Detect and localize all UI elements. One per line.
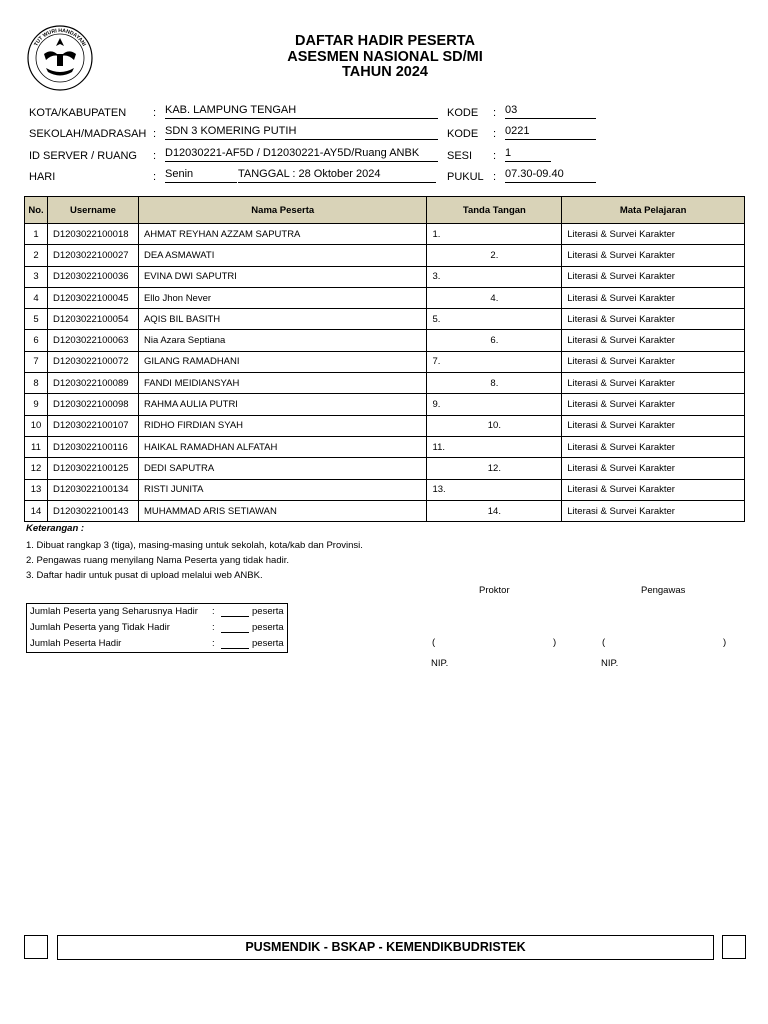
cell-no: 13 xyxy=(25,479,48,500)
logo-text: TUT WURI HANDAYANI xyxy=(33,27,87,48)
cell-nama-peserta: FANDI MEIDIANSYAH xyxy=(138,373,427,394)
cell-no: 1 xyxy=(25,224,48,245)
cell-username: D1203022100054 xyxy=(47,309,138,330)
table-row xyxy=(25,436,745,457)
cell-nama-peserta: HAIKAL RAMADHAN ALFATAH xyxy=(138,436,427,457)
hari-value: Senin xyxy=(165,168,237,183)
svg-text:TUT WURI HANDAYANI xyxy=(33,28,87,48)
cell-tanda-tangan[interactable]: 3. xyxy=(427,266,562,287)
kode1-label: KODE xyxy=(447,107,479,119)
table-row xyxy=(25,245,745,266)
cell-nama-peserta: RAHMA AULIA PUTRI xyxy=(138,394,427,415)
cell-nama-peserta: Ello Jhon Never xyxy=(138,287,427,308)
table-row xyxy=(25,415,745,436)
keterangan-item: 3. Daftar hadir untuk pusat di upload melalui web ANBK. xyxy=(26,570,263,581)
cell-username: D1203022100018 xyxy=(47,224,138,245)
fill-blank[interactable] xyxy=(221,636,249,649)
table-row xyxy=(25,479,745,500)
cell-nama-peserta: RIDHO FIRDIAN SYAH xyxy=(138,415,427,436)
attendance-table xyxy=(24,196,745,522)
cell-no: 2 xyxy=(25,245,48,266)
cell-tanda-tangan[interactable]: 7. xyxy=(427,351,562,372)
cell-no: 6 xyxy=(25,330,48,351)
cell-nama-peserta: GILANG RAMADHANI xyxy=(138,351,427,372)
cell-mata-pelajaran: Literasi & Survei Karakter xyxy=(562,394,745,415)
footer-banner: PUSMENDIK - BSKAP - KEMENDIKBUDRISTEK xyxy=(57,935,714,960)
summary-row: Jumlah Peserta yang Tidak Hadir : peserta xyxy=(30,622,284,633)
col-header-nama: Nama Peserta xyxy=(138,197,427,224)
cell-no: 7 xyxy=(25,351,48,372)
hari-label: HARI xyxy=(29,171,56,183)
cell-tanda-tangan[interactable]: 2. xyxy=(427,245,562,266)
cell-nama-peserta: MUHAMMAD ARIS SETIAWAN xyxy=(138,500,427,521)
pengawas-label: Pengawas xyxy=(641,585,686,596)
footer-right-box xyxy=(722,935,746,959)
kode2-value: 0221 xyxy=(505,125,596,140)
kota-value: KAB. LAMPUNG TENGAH xyxy=(165,104,438,119)
cell-mata-pelajaran: Literasi & Survei Karakter xyxy=(562,436,745,457)
summary-box xyxy=(26,603,288,653)
cell-mata-pelajaran: Literasi & Survei Karakter xyxy=(562,500,745,521)
cell-no: 4 xyxy=(25,287,48,308)
cell-tanda-tangan[interactable]: 9. xyxy=(427,394,562,415)
cell-nama-peserta: DEA ASMAWATI xyxy=(138,245,427,266)
col-header-tanda-tangan: Tanda Tangan xyxy=(427,197,562,224)
cell-username: D1203022100116 xyxy=(47,436,138,457)
table-row xyxy=(25,394,745,415)
kode2-label: KODE xyxy=(447,128,479,140)
cell-no: 12 xyxy=(25,458,48,479)
cell-mata-pelajaran: Literasi & Survei Karakter xyxy=(562,224,745,245)
cell-username: D1203022100027 xyxy=(47,245,138,266)
cell-username: D1203022100045 xyxy=(47,287,138,308)
sekolah-value: SDN 3 KOMERING PUTIH xyxy=(165,125,438,140)
document-title: DAFTAR HADIR PESERTA ASESMEN NASIONAL SD/MI TAHUN 2024 xyxy=(287,33,483,80)
cell-mata-pelajaran: Literasi & Survei Karakter xyxy=(562,266,745,287)
cell-mata-pelajaran: Literasi & Survei Karakter xyxy=(562,479,745,500)
summary-row: Jumlah Peserta yang Seharusnya Hadir : peserta xyxy=(30,606,284,617)
cell-nama-peserta: AQIS BIL BASITH xyxy=(138,309,427,330)
cell-username: D1203022100134 xyxy=(47,479,138,500)
cell-no: 5 xyxy=(25,309,48,330)
cell-mata-pelajaran: Literasi & Survei Karakter xyxy=(562,351,745,372)
cell-username: D1203022100089 xyxy=(47,373,138,394)
cell-username: D1203022100072 xyxy=(47,351,138,372)
cell-tanda-tangan[interactable]: 10. xyxy=(427,415,562,436)
cell-tanda-tangan[interactable]: 6. xyxy=(427,330,562,351)
sekolah-label: SEKOLAH/MADRASAH xyxy=(29,128,147,140)
table-row xyxy=(25,224,745,245)
col-header-no: No. xyxy=(25,197,48,224)
table-row xyxy=(25,287,745,308)
cell-username: D1203022100036 xyxy=(47,266,138,287)
col-header-mata-pelajaran: Mata Pelajaran xyxy=(562,197,745,224)
table-body xyxy=(25,224,745,522)
footer-left-box xyxy=(24,935,48,959)
proktor-label: Proktor xyxy=(479,585,510,596)
cell-no: 11 xyxy=(25,436,48,457)
table-header-row xyxy=(25,197,745,224)
keterangan-item: 1. Dibuat rangkap 3 (tiga), masing-masing untuk sekolah, kota/kab dan Provinsi. xyxy=(26,540,363,551)
cell-tanda-tangan[interactable]: 12. xyxy=(427,458,562,479)
cell-nama-peserta: RISTI JUNITA xyxy=(138,479,427,500)
sesi-label: SESI xyxy=(447,150,473,162)
summary-row: Jumlah Peserta Hadir : peserta xyxy=(30,638,284,649)
pukul-value: 07.30-09.40 xyxy=(505,168,596,183)
cell-tanda-tangan[interactable]: 8. xyxy=(427,373,562,394)
cell-username: D1203022100107 xyxy=(47,415,138,436)
cell-mata-pelajaran: Literasi & Survei Karakter xyxy=(562,330,745,351)
table-row xyxy=(25,351,745,372)
tanggal-value: TANGGAL : 28 Oktober 2024 xyxy=(238,168,436,183)
tut-wuri-handayani-logo xyxy=(26,24,94,92)
proktor-nip: NIP. xyxy=(431,658,449,669)
cell-mata-pelajaran: Literasi & Survei Karakter xyxy=(562,373,745,394)
cell-no: 10 xyxy=(25,415,48,436)
cell-no: 9 xyxy=(25,394,48,415)
cell-username: D1203022100098 xyxy=(47,394,138,415)
cell-nama-peserta: AHMAT REYHAN AZZAM SAPUTRA xyxy=(138,224,427,245)
cell-nama-peserta: DEDI SAPUTRA xyxy=(138,458,427,479)
cell-nama-peserta: EVINA DWI SAPUTRI xyxy=(138,266,427,287)
cell-tanda-tangan[interactable]: 4. xyxy=(427,287,562,308)
server-value: D12030221-AF5D / D12030221-AY5D/Ruang ANBK xyxy=(165,147,438,162)
table-row xyxy=(25,458,745,479)
cell-tanda-tangan[interactable]: 11. xyxy=(427,436,562,457)
cell-mata-pelajaran: Literasi & Survei Karakter xyxy=(562,415,745,436)
cell-tanda-tangan[interactable]: 13. xyxy=(427,479,562,500)
table-row xyxy=(25,330,745,351)
table-row xyxy=(25,309,745,330)
cell-mata-pelajaran: Literasi & Survei Karakter xyxy=(562,287,745,308)
table-row xyxy=(25,266,745,287)
col-header-username: Username xyxy=(47,197,138,224)
kota-label: KOTA/KABUPATEN xyxy=(29,107,127,119)
cell-tanda-tangan[interactable]: 14. xyxy=(427,500,562,521)
cell-mata-pelajaran: Literasi & Survei Karakter xyxy=(562,309,745,330)
server-label: ID SERVER / RUANG xyxy=(29,150,137,162)
cell-no: 8 xyxy=(25,373,48,394)
cell-no: 3 xyxy=(25,266,48,287)
pukul-label: PUKUL xyxy=(447,171,484,183)
table-row xyxy=(25,373,745,394)
cell-username: D1203022100125 xyxy=(47,458,138,479)
cell-username: D1203022100063 xyxy=(47,330,138,351)
cell-mata-pelajaran: Literasi & Survei Karakter xyxy=(562,458,745,479)
keterangan-item: 2. Pengawas ruang menyilang Nama Peserta yang tidak hadir. xyxy=(26,555,289,566)
keterangan-title: Keterangan : xyxy=(26,523,85,534)
table-row xyxy=(25,500,745,521)
sesi-value: 1 xyxy=(505,147,551,162)
fill-blank[interactable] xyxy=(221,604,249,617)
kode1-value: 03 xyxy=(505,104,596,119)
fill-blank[interactable] xyxy=(221,620,249,633)
cell-tanda-tangan[interactable]: 1. xyxy=(427,224,562,245)
cell-username: D1203022100143 xyxy=(47,500,138,521)
cell-mata-pelajaran: Literasi & Survei Karakter xyxy=(562,245,745,266)
cell-tanda-tangan[interactable]: 5. xyxy=(427,309,562,330)
pengawas-nip: NIP. xyxy=(601,658,619,669)
cell-no: 14 xyxy=(25,500,48,521)
cell-nama-peserta: Nia Azara Septiana xyxy=(138,330,427,351)
